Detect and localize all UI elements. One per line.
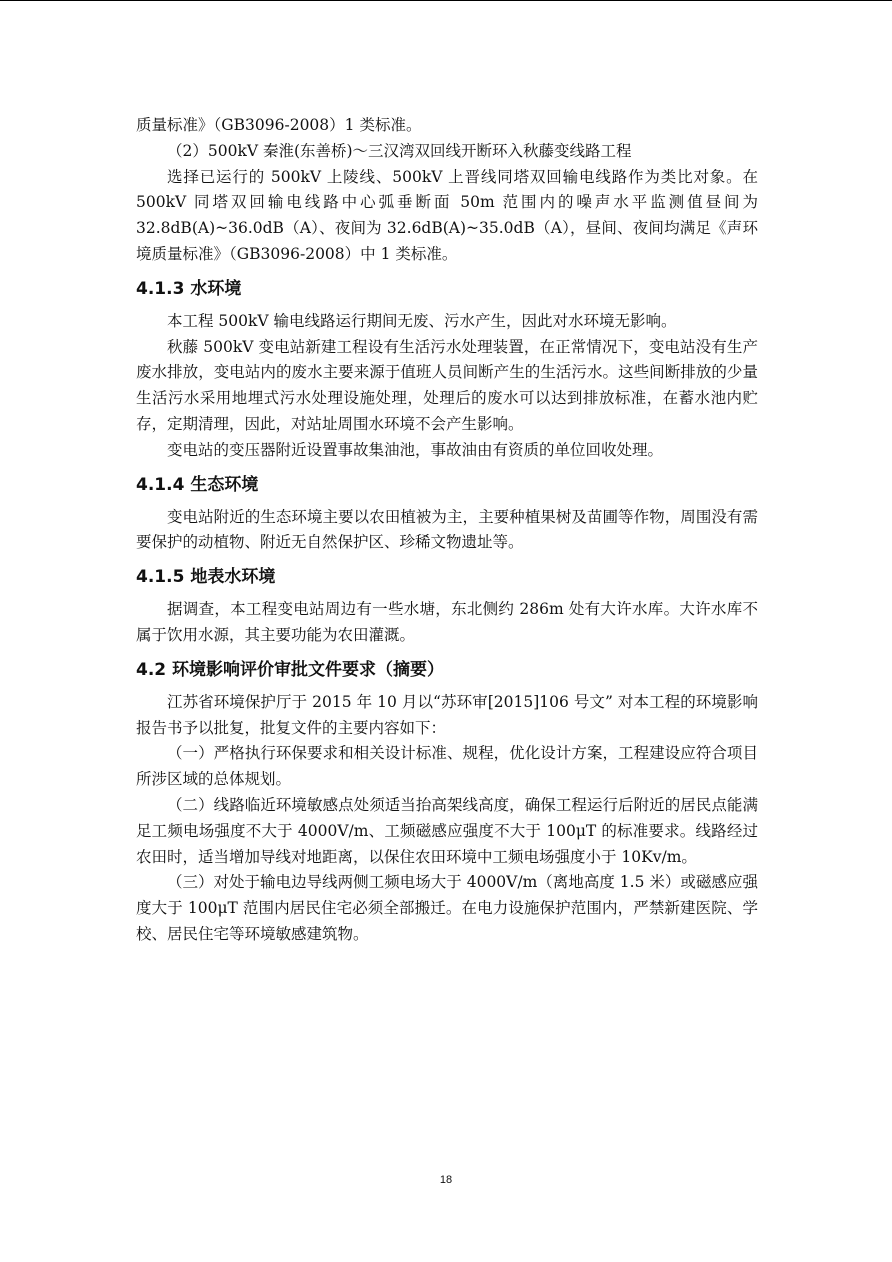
paragraph-water-1: 本工程 500kV 输电线路运行期间无废、污水产生，因此对水环境无影响。 bbox=[167, 311, 677, 330]
page-number: 18 bbox=[439, 1174, 453, 1186]
paragraph-approval-3: （三）对处于输电边导线两侧工频电场大于 4000V/m（离地高度 1.5 米）或磁感应强度大于 100μT 范围内居民住宅必须全部搬迁。在电力设施保护范围内，严禁新建医院、学校、居民住宅等环境敏感建筑物。 bbox=[136, 873, 758, 943]
paragraph-approval-intro: 江苏省环境保护厅于 2015 年 10 月以“苏环审[2015]106 号文” 对本工程的环境影响报告书予以批复，批复文件的主要内容如下： bbox=[136, 692, 758, 737]
paragraph-surface-water-1: 据调查，本工程变电站周边有一些水塘，东北侧约 286m 处有大许水库。大许水库不属于饮用水源，其主要功能为农田灌溉。 bbox=[136, 600, 758, 644]
heading-4-1-5: 4.1.5 地表水环境 bbox=[136, 567, 276, 588]
heading-4-1-4: 4.1.4 生态环境 bbox=[136, 474, 259, 495]
paragraph-water-2: 秋藤 500kV 变电站新建工程设有生活污水处理装置，在正常情况下，变电站没有生产废水排放，变电站内的废水主要来源于值班人员间断产生的生活污水。这些间断排放的少量生活污水采用地埋式污水处理设施处理，处理后的废水可以达到排放标准，在蓄水池内贮存，定期清理，因此，对站址周围水环境不会产生影响。 bbox=[136, 337, 758, 433]
header-rule bbox=[0, 0, 892, 1]
paragraph-noise-analogy: 选择已运行的 500kV 上陵线、500kV 上晋线同塔双回输电线路作为类比对象。在 500kV 同塔双回输电线路中心弧垂断面 50m 范围内的噪声水平监测值昼间为 32.8dB(A)~36.0dB（A）、夜间为 32.6dB(A)~35.0dB（A），昼间、夜间均满足《声环境质量标准》（GB3096-2008）中 1 类标准。 bbox=[136, 167, 758, 263]
paragraph-approval-1: （一）严格执行环保要求和相关设计标准、规程，优化设计方案，工程建设应符合项目所涉区域的总体规划。 bbox=[136, 744, 758, 789]
paragraph-approval-2: （二）线路临近环境敏感点处须适当抬高架线高度，确保工程运行后附近的居民点能满足工频电场强度不大于 4000V/m、工频磁感应强度不大于 100μT 的标准要求。线路经过农田时，适当增加导线对地距离，以保住农田环境中工频电场强度小于 10Kv/m。 bbox=[136, 795, 758, 866]
paragraph-water-3: 变电站的变压器附近设置事故集油池，事故油由有资质的单位回收处理。 bbox=[167, 440, 664, 459]
paragraph-ecology-1: 变电站附近的生态环境主要以农田植被为主，主要种植果树及苗圃等作物，周围没有需要保护的动植物、附近无自然保护区、珍稀文物遗址等。 bbox=[136, 507, 758, 552]
paragraph-item-2: （2）500kV 秦淮(东善桥)～三汉湾双回线开断环入秋藤变线路工程 bbox=[167, 141, 632, 160]
paragraph-continuation: 质量标准》（GB3096-2008）1 类标准。 bbox=[136, 116, 422, 134]
document-body bbox=[136, 113, 758, 948]
heading-4-1-3: 4.1.3 水环境 bbox=[136, 278, 242, 299]
heading-4-2: 4.2 环境影响评价审批文件要求（摘要） bbox=[136, 659, 445, 680]
